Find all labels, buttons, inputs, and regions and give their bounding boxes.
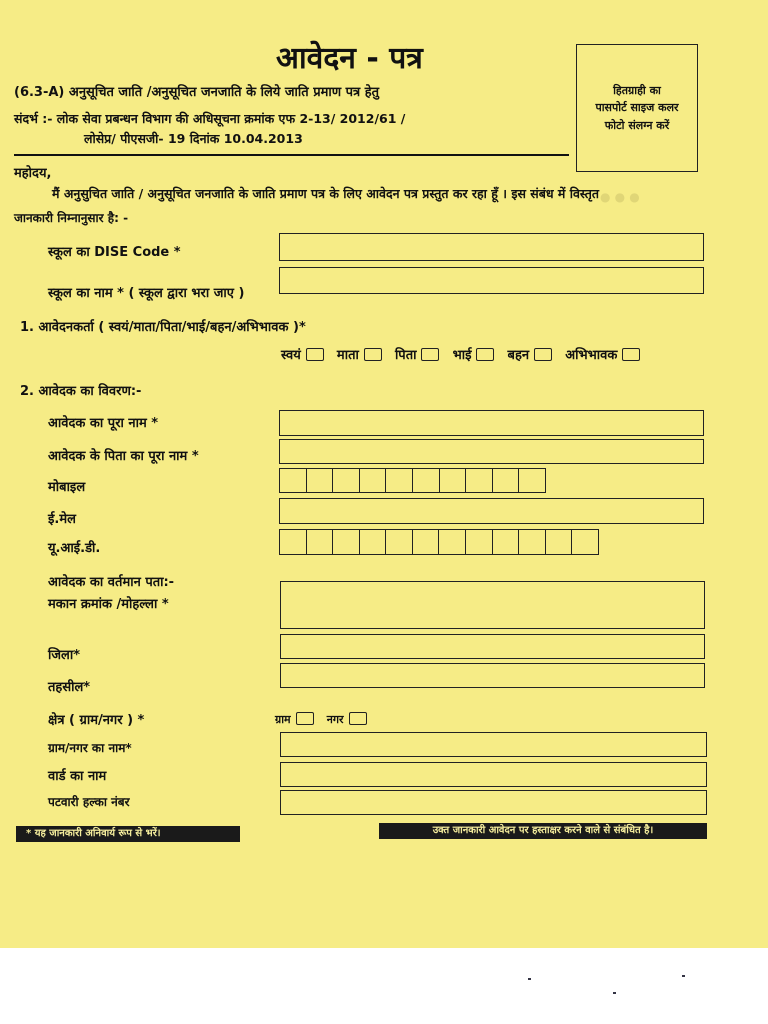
village-city-name-input[interactable] (280, 732, 707, 757)
option-sister-label: बहन (507, 348, 530, 363)
photo-label-line-1: हितग्राही का (613, 83, 661, 97)
option-mother-label: माता (336, 348, 359, 363)
mobile-label: मोबाइल (48, 480, 86, 495)
photo-box[interactable] (576, 44, 698, 172)
option-father-checkbox[interactable] (421, 348, 439, 361)
uid-input[interactable] (279, 529, 599, 555)
section-1-heading: 1. आवेदनकर्ता ( स्वयं/माता/पिता/भाई/बहन/अभिभावक )* (20, 320, 306, 335)
ward-name-input[interactable] (280, 762, 707, 787)
intro-line-2: जानकारी निम्नानुसार है: - (14, 211, 129, 225)
tehsil-input[interactable] (280, 663, 705, 688)
scan-speck (682, 975, 685, 977)
patwari-halka-label: पटवारी हल्का नंबर (48, 795, 130, 809)
uid-label: यू.आई.डी. (48, 541, 101, 556)
bleed-through-text: ● ● ● (600, 190, 640, 204)
applicant-name-input[interactable] (279, 410, 704, 436)
dise-code-input[interactable] (279, 233, 704, 261)
current-address-label: आवेदक का वर्तमान पता:- (48, 575, 175, 590)
option-father-label: पिता (394, 348, 417, 363)
option-brother-label: भाई (452, 348, 472, 363)
form-title: आवेदन - पत्र (276, 41, 423, 76)
header-divider (14, 154, 569, 156)
mandatory-note-banner: * यह जानकारी अनिवार्य रूप से भरें। (16, 826, 240, 842)
email-input[interactable] (279, 498, 704, 524)
father-name-input[interactable] (279, 439, 704, 464)
reference-line-1: संदर्भ :- लोक सेवा प्रबन्धन विभाग की अधिसूचना क्रमांक एफ 2-13/ 2012/61 / (14, 111, 406, 126)
village-city-name-label: ग्राम/नगर का नाम* (48, 741, 132, 755)
area-label: क्षेत्र ( ग्राम/नगर ) * (48, 713, 145, 728)
house-number-input[interactable] (280, 581, 705, 629)
area-city-checkbox[interactable] (349, 712, 367, 725)
patwari-halka-input[interactable] (280, 790, 707, 815)
scan-speck (528, 978, 531, 980)
option-sister-checkbox[interactable] (534, 348, 552, 361)
school-name-input[interactable] (279, 267, 704, 294)
section-2-heading: 2. आवेदक का विवरण:- (20, 384, 142, 399)
option-brother-checkbox[interactable] (476, 348, 494, 361)
ward-name-label: वार्ड का नाम (48, 769, 107, 784)
tehsil-label: तहसील* (48, 680, 91, 695)
area-village-checkbox[interactable] (296, 712, 314, 725)
applicant-name-label: आवेदक का पूरा नाम * (48, 416, 159, 431)
scan-speck (613, 992, 616, 994)
salutation: महोदय, (14, 166, 52, 181)
area-city-label: नगर (326, 713, 344, 726)
email-label: ई.मेल (48, 512, 76, 527)
district-input[interactable] (280, 634, 705, 659)
option-mother-checkbox[interactable] (364, 348, 382, 361)
school-name-label: स्कूल का नाम * ( स्कूल द्वारा भरा जाए ) (48, 286, 245, 301)
applicant-options (281, 344, 648, 363)
house-number-label: मकान क्रमांक /मोहल्ला * (48, 597, 169, 612)
photo-label-line-2: पासपोर्ट साइज कलर (595, 101, 679, 115)
option-self-label: स्वयं (281, 348, 301, 363)
intro-line-1: मैं अनुसुचित जाति / अनुसूचित जनजाति के जाति प्रमाण पत्र के लिए आवेदन पत्र प्रस्तुत कर रहा हूँ । इस संबंध में विस्तृत (52, 186, 600, 201)
dise-code-label: स्कूल का DISE Code * (48, 245, 181, 260)
form-subtitle: (6.3-A) अनुसूचित जाति /अनुसूचित जनजाति के लिये जाति प्रमाण पत्र हेतु (14, 85, 380, 100)
option-guardian-label: अभिभावक (565, 348, 618, 363)
area-village-label: ग्राम (275, 713, 291, 726)
photo-label-line-3: फोटो संलग्न करें (604, 118, 670, 132)
mobile-input[interactable] (279, 468, 546, 493)
related-note-banner: उक्त जानकारी आवेदन पर हस्ताक्षर करने वाले से संबंधित है। (379, 823, 707, 839)
reference-line-2: लोसेप्र/ पीएसजी- 19 दिनांक 10.04.2013 (84, 131, 303, 146)
option-self-checkbox[interactable] (306, 348, 324, 361)
district-label: जिला* (48, 648, 80, 663)
father-name-label: आवेदक के पिता का पूरा नाम * (48, 449, 199, 464)
area-options (275, 708, 375, 727)
option-guardian-checkbox[interactable] (622, 348, 640, 361)
